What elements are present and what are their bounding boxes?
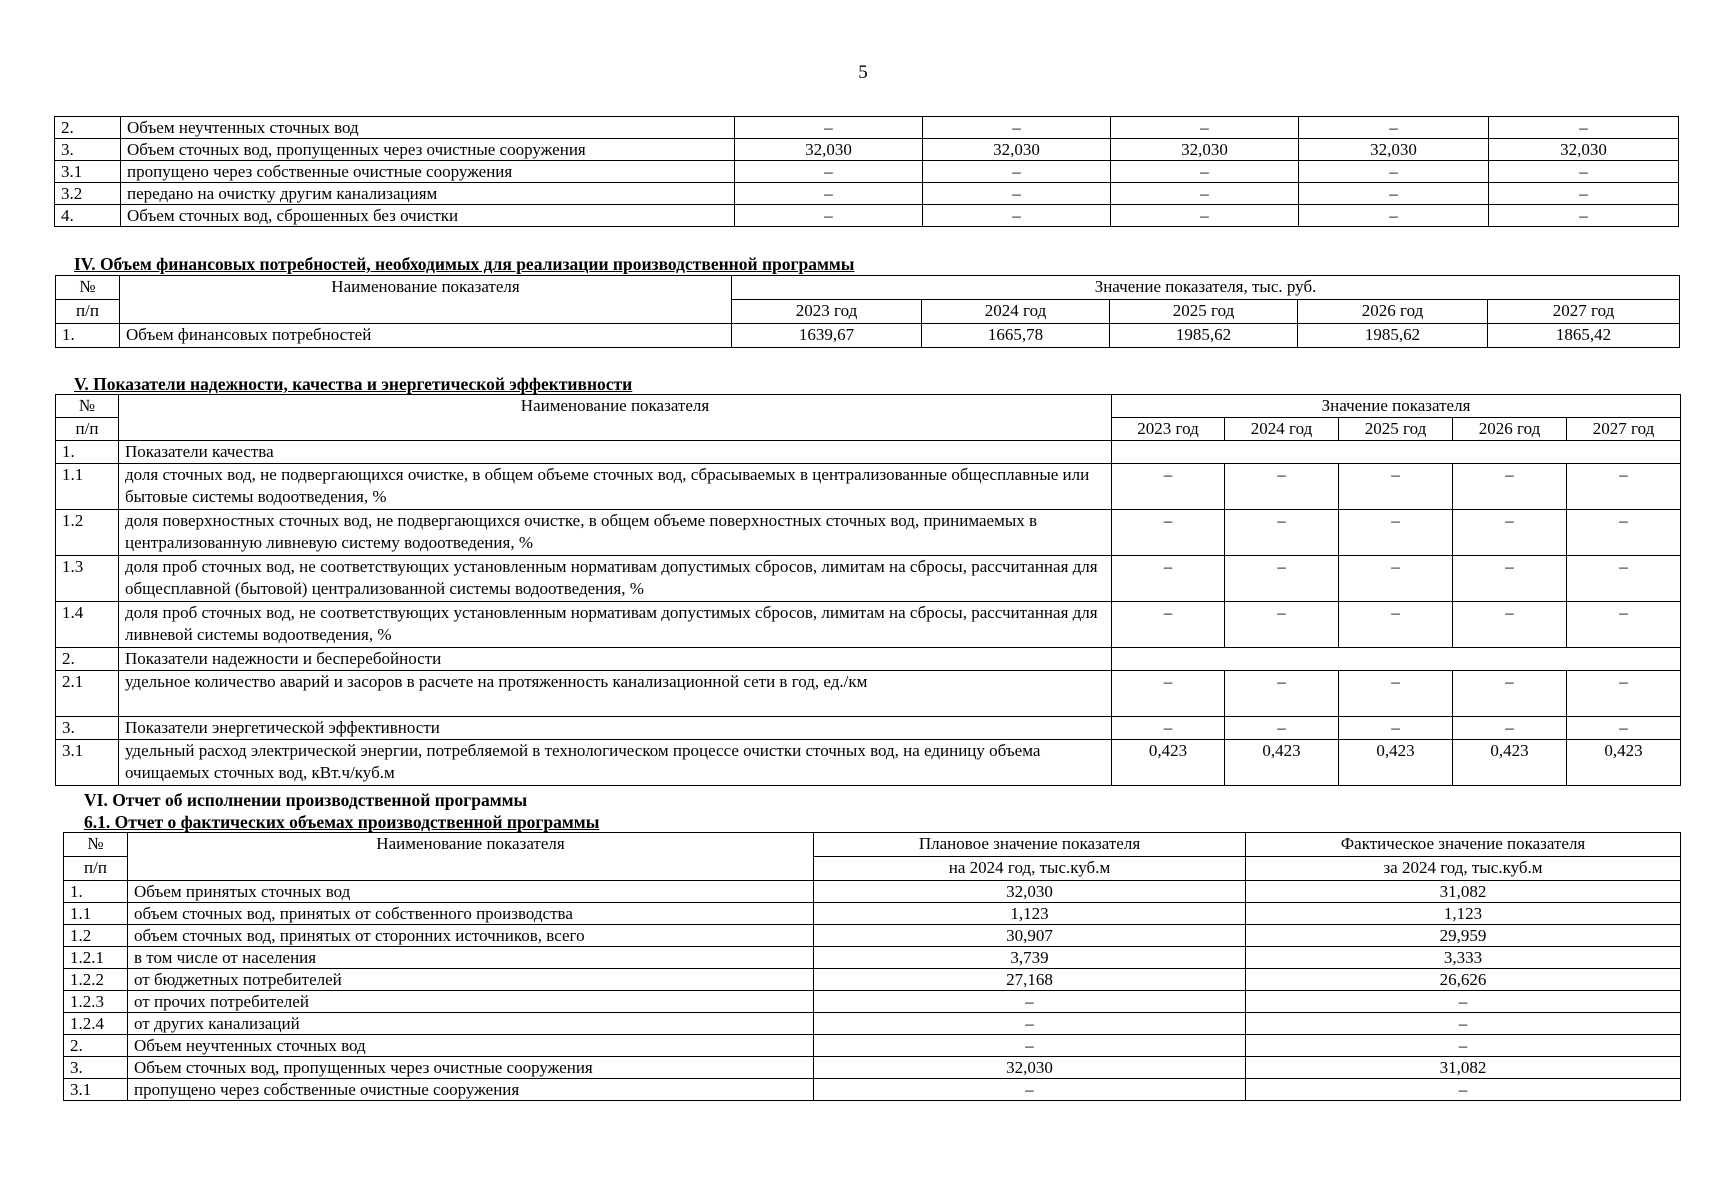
year-header: 2026 год (1298, 300, 1488, 324)
group-row (56, 648, 1681, 671)
year-header: 2024 год (922, 300, 1110, 324)
table-row (55, 183, 1679, 205)
row-value: 1985,62 (1298, 324, 1488, 348)
table-row (64, 925, 1681, 947)
row-value: – (1112, 671, 1225, 717)
row-value: – (1453, 602, 1567, 648)
section6-title: VI. Отчет об исполнении производственной программы (84, 790, 528, 810)
col-num-header-2: п/п (56, 300, 120, 324)
row-name: доля проб сточных вод, не соответствующих установленным нормативам допустимых сбросов, лимитам на сбросы, рассчитанная для ливневой системы водоотведения, % (119, 602, 1112, 648)
row-number: 3. (56, 717, 119, 740)
section5-title: V. Показатели надежности, качества и энергетической эффективности (74, 374, 633, 394)
row-value: – (923, 161, 1111, 183)
col-plan-header: Плановое значение показателя (814, 833, 1246, 857)
table-row (55, 161, 1679, 183)
col-num-header: № (56, 395, 119, 418)
row-number: 3.1 (56, 740, 119, 786)
row-name: объем сточных вод, принятых от собственного производства (128, 903, 814, 925)
row-value: – (1111, 205, 1299, 227)
row-number: 1.2 (56, 510, 119, 556)
row-value: 1865,42 (1488, 324, 1680, 348)
row-value: – (1225, 510, 1339, 556)
row-fact-value: – (1246, 1013, 1681, 1035)
table-row (55, 205, 1679, 227)
row-value: – (1567, 602, 1681, 648)
row-fact-value: 31,082 (1246, 881, 1681, 903)
row-name: удельный расход электрической энергии, потребляемой в технологическом процессе очистки сточных вод, на единицу объема очищаемых сточных вод, кВт.ч/куб.м (119, 740, 1112, 786)
row-value: – (1453, 556, 1567, 602)
row-value: – (1453, 510, 1567, 556)
row-value: – (1299, 161, 1489, 183)
row-number: 1.2.2 (64, 969, 128, 991)
row-name: от бюджетных потребителей (128, 969, 814, 991)
row-plan-value: – (814, 1079, 1246, 1101)
col-name-header: Наименование показателя (119, 395, 1112, 441)
row-plan-value: 27,168 (814, 969, 1246, 991)
row-value: – (1567, 464, 1681, 510)
row-number: 1.2.1 (64, 947, 128, 969)
table-row (56, 671, 1681, 717)
row-number: 2. (55, 117, 121, 139)
row-value: – (1112, 717, 1225, 740)
table-row (55, 139, 1679, 161)
row-value: – (1112, 510, 1225, 556)
year-header: 2027 год (1567, 418, 1681, 441)
table-row (56, 717, 1681, 740)
row-value: 0,423 (1225, 740, 1339, 786)
table-row (56, 556, 1681, 602)
row-value: 32,030 (1489, 139, 1679, 161)
row-number: 1. (56, 441, 119, 464)
row-fact-value: 26,626 (1246, 969, 1681, 991)
table-row (64, 969, 1681, 991)
row-value: – (1453, 671, 1567, 717)
row-value: – (1225, 671, 1339, 717)
row-value: – (1453, 717, 1567, 740)
year-header: 2025 год (1339, 418, 1453, 441)
row-fact-value: – (1246, 991, 1681, 1013)
year-header: 2026 год (1453, 418, 1567, 441)
row-number: 1. (56, 324, 120, 348)
row-name: пропущено через собственные очистные сооружения (121, 161, 735, 183)
row-value: 1665,78 (922, 324, 1110, 348)
section6-subtitle: 6.1. Отчет о фактических объемах производственной программы (84, 812, 600, 832)
row-value: – (1111, 183, 1299, 205)
row-value: 32,030 (1111, 139, 1299, 161)
row-plan-value: – (814, 991, 1246, 1013)
row-value: – (1567, 510, 1681, 556)
row-value: – (1453, 464, 1567, 510)
row-value: 32,030 (923, 139, 1111, 161)
row-name: Объем сточных вод, пропущенных через очистные сооружения (121, 139, 735, 161)
row-name: доля сточных вод, не подвергающихся очистке, в общем объеме сточных вод, сбрасываемых в централизованные общесплавные или бытовые системы водоотведения, % (119, 464, 1112, 510)
row-value: – (1339, 602, 1453, 648)
row-value: – (1112, 602, 1225, 648)
row-number: 1.1 (64, 903, 128, 925)
row-value: – (1225, 464, 1339, 510)
row-number: 2. (56, 648, 119, 671)
row-name: Объем неучтенных сточных вод (121, 117, 735, 139)
row-name: Показатели качества (119, 441, 1112, 464)
row-number: 2.1 (56, 671, 119, 717)
table-row (56, 510, 1681, 556)
row-value: – (735, 205, 923, 227)
table-row (56, 464, 1681, 510)
row-value: – (1111, 161, 1299, 183)
row-value: – (1111, 117, 1299, 139)
table-top (54, 116, 1679, 227)
table-row (64, 1079, 1681, 1101)
table-row (64, 903, 1681, 925)
row-name: от прочих потребителей (128, 991, 814, 1013)
row-value: – (1567, 556, 1681, 602)
row-number: 3.1 (64, 1079, 128, 1101)
table-row (64, 1013, 1681, 1035)
row-name: от других канализаций (128, 1013, 814, 1035)
col-value-header: Значение показателя (1112, 395, 1681, 418)
year-header: 2023 год (1112, 418, 1225, 441)
empty-cell (1112, 441, 1681, 464)
row-value: – (1112, 556, 1225, 602)
year-header: 2027 год (1488, 300, 1680, 324)
table-row (64, 1035, 1681, 1057)
table-row (64, 1057, 1681, 1079)
table-top-section (54, 116, 1678, 227)
row-value: – (735, 183, 923, 205)
col-num-header: № (64, 833, 128, 857)
row-plan-value: 1,123 (814, 903, 1246, 925)
row-value: – (1225, 717, 1339, 740)
row-value: – (923, 117, 1111, 139)
row-name: удельное количество аварий и засоров в расчете на протяженность канализационной сети в год, ед./км (119, 671, 1112, 717)
row-value: – (1489, 205, 1679, 227)
year-header: 2024 год (1225, 418, 1339, 441)
row-value: – (1225, 556, 1339, 602)
row-number: 3. (55, 139, 121, 161)
row-name: Показатели надежности и бесперебойности (119, 648, 1112, 671)
row-name: объем сточных вод, принятых от сторонних источников, всего (128, 925, 814, 947)
table-row (56, 324, 1680, 348)
table-row (64, 881, 1681, 903)
row-name: доля поверхностных сточных вод, не подвергающихся очистке, в общем объеме поверхностных сточных вод, принимаемых в централизованную ливневую систему водоотведения, % (119, 510, 1112, 556)
row-value: – (1339, 717, 1453, 740)
section5-table-section (55, 394, 1680, 786)
row-value: – (1339, 671, 1453, 717)
col-num-header-2: п/п (56, 418, 119, 441)
year-header: 2023 год (732, 300, 922, 324)
row-value: 1639,67 (732, 324, 922, 348)
row-value: – (1489, 161, 1679, 183)
row-number: 1.2.4 (64, 1013, 128, 1035)
row-value: – (1489, 183, 1679, 205)
row-value: – (923, 183, 1111, 205)
col-num-header: № (56, 276, 120, 300)
section4-title: IV. Объем финансовых потребностей, необходимых для реализации производственной программы (74, 254, 855, 274)
row-value: – (923, 205, 1111, 227)
page-number: 5 (858, 62, 868, 83)
table-row (56, 740, 1681, 786)
row-name: доля проб сточных вод, не соответствующих установленным нормативам допустимых сбросов, лимитам на сбросы, рассчитанная для общесплавной (бытовой) централизованной системы водоотведения, % (119, 556, 1112, 602)
row-number: 4. (55, 205, 121, 227)
row-fact-value: 31,082 (1246, 1057, 1681, 1079)
col-num-header-2: п/п (64, 857, 128, 881)
row-plan-value: 32,030 (814, 881, 1246, 903)
row-value: – (1567, 717, 1681, 740)
table-row (64, 991, 1681, 1013)
row-value: – (1299, 117, 1489, 139)
row-number: 1.1 (56, 464, 119, 510)
row-name: передано на очистку другим канализациям (121, 183, 735, 205)
row-number: 1.2 (64, 925, 128, 947)
row-number: 1. (64, 881, 128, 903)
table-row (64, 947, 1681, 969)
col-name-header: Наименование показателя (128, 833, 814, 881)
row-name: Объем финансовых потребностей (120, 324, 732, 348)
row-plan-value: – (814, 1013, 1246, 1035)
row-value: – (1339, 510, 1453, 556)
row-number: 1.3 (56, 556, 119, 602)
row-value: – (735, 117, 923, 139)
row-number: 3.1 (55, 161, 121, 183)
row-value: – (1299, 183, 1489, 205)
row-fact-value: – (1246, 1079, 1681, 1101)
row-value: 32,030 (1299, 139, 1489, 161)
row-value: 0,423 (1453, 740, 1567, 786)
col-value-header: Значение показателя, тыс. руб. (732, 276, 1680, 300)
row-value: – (1339, 556, 1453, 602)
row-name: Объем принятых сточных вод (128, 881, 814, 903)
row-plan-value: 30,907 (814, 925, 1246, 947)
row-value: – (1567, 671, 1681, 717)
row-value: 32,030 (735, 139, 923, 161)
row-number: 3.2 (55, 183, 121, 205)
row-value: – (735, 161, 923, 183)
row-plan-value: 32,030 (814, 1057, 1246, 1079)
col-plan-header-2: на 2024 год, тыс.куб.м (814, 857, 1246, 881)
group-row (56, 441, 1681, 464)
section5-table (55, 394, 1681, 786)
row-value: – (1339, 464, 1453, 510)
section4-table-section (55, 275, 1679, 348)
row-value: 0,423 (1112, 740, 1225, 786)
row-value: 0,423 (1567, 740, 1681, 786)
section6-table (63, 832, 1681, 1101)
row-name: Объем неучтенных сточных вод (128, 1035, 814, 1057)
col-fact-header-2: за 2024 год, тыс.куб.м (1246, 857, 1681, 881)
row-fact-value: 29,959 (1246, 925, 1681, 947)
row-name: в том числе от населения (128, 947, 814, 969)
row-fact-value: 1,123 (1246, 903, 1681, 925)
row-fact-value: 3,333 (1246, 947, 1681, 969)
row-name: пропущено через собственные очистные сооружения (128, 1079, 814, 1101)
row-value: – (1489, 117, 1679, 139)
row-value: 0,423 (1339, 740, 1453, 786)
row-value: – (1299, 205, 1489, 227)
row-value: 1985,62 (1110, 324, 1298, 348)
empty-cell (1112, 648, 1681, 671)
col-name-header: Наименование показателя (120, 276, 732, 324)
row-number: 1.2.3 (64, 991, 128, 1013)
row-plan-value: 3,739 (814, 947, 1246, 969)
row-name: Объем сточных вод, пропущенных через очистные сооружения (128, 1057, 814, 1079)
col-fact-header: Фактическое значение показателя (1246, 833, 1681, 857)
row-name: Показатели энергетической эффективности (119, 717, 1112, 740)
year-header: 2025 год (1110, 300, 1298, 324)
row-value: – (1225, 602, 1339, 648)
section4-table (55, 275, 1680, 348)
table-row (56, 602, 1681, 648)
row-number: 1.4 (56, 602, 119, 648)
row-fact-value: – (1246, 1035, 1681, 1057)
row-number: 3. (64, 1057, 128, 1079)
row-value: – (1112, 464, 1225, 510)
row-number: 2. (64, 1035, 128, 1057)
section6-table-section (63, 832, 1680, 1101)
row-name: Объем сточных вод, сброшенных без очистки (121, 205, 735, 227)
row-plan-value: – (814, 1035, 1246, 1057)
table-row (55, 117, 1679, 139)
